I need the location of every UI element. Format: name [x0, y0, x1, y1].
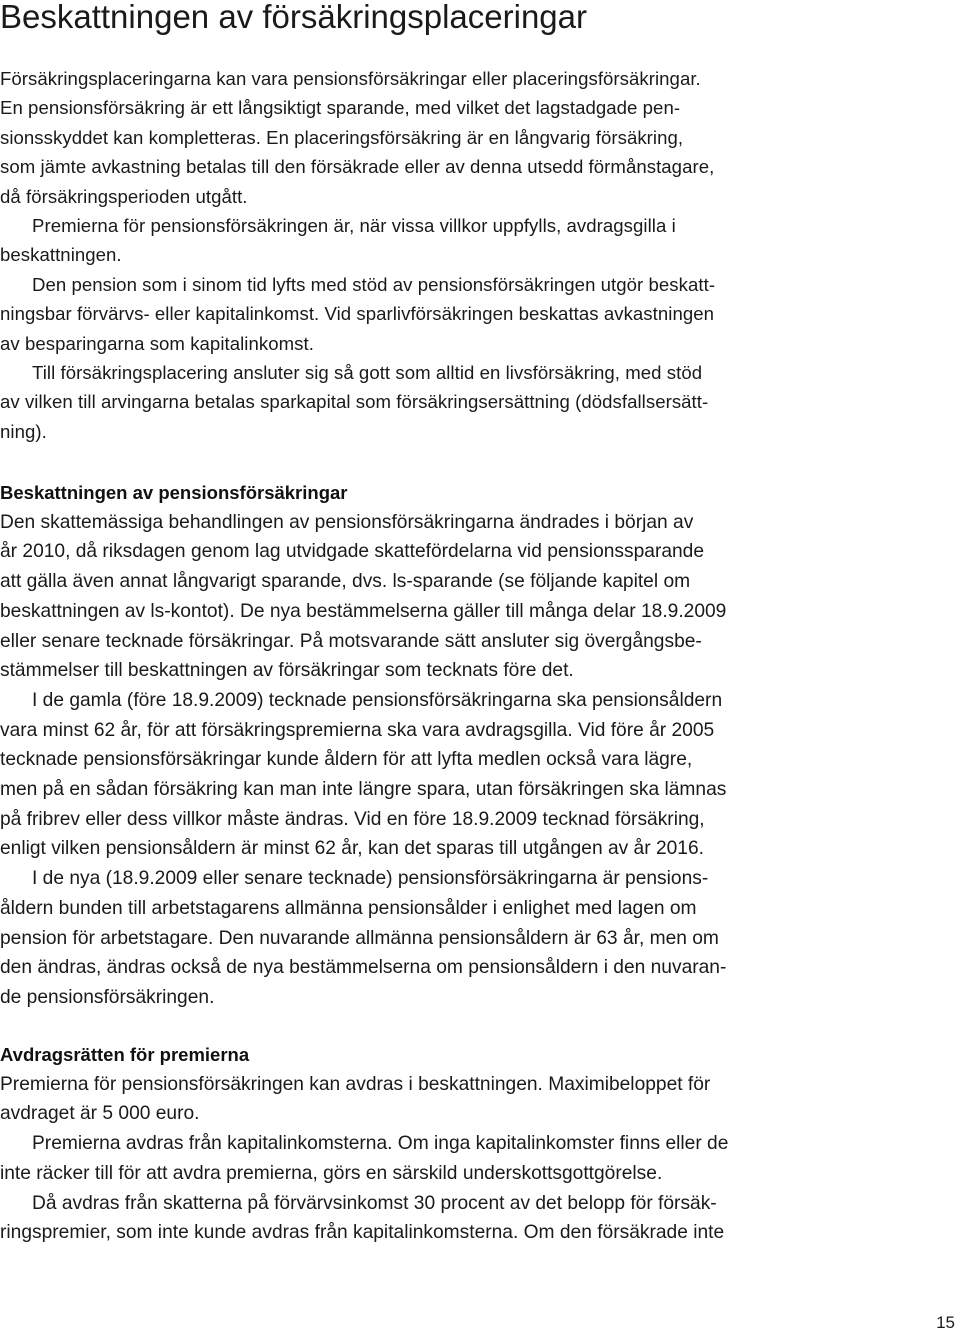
intro-line: Den pension som i sinom tid lyfts med stöd av pensionsförsäkringen utgör beskatt- [32, 273, 716, 295]
intro-line: som jämte avkastning betalas till den försäkrade eller av denna utsedd förmånstagare, [0, 156, 715, 178]
section-heading: Beskattningen av pensionsförsäkringar [0, 482, 348, 503]
body-line: Premierna för pensionsförsäkringen kan avdras i beskattningen. Maximibeloppet för [0, 1073, 711, 1095]
body-line: Då avdras från skatterna på förvärvsinkomst 30 procent av det belopp för försäk- [32, 1192, 717, 1214]
body-line: men på en sådan försäkring kan man inte längre spara, utan försäkringen ska lämnas [0, 779, 727, 801]
body-line: avdraget är 5 000 euro. [0, 1103, 200, 1125]
body-line: på fribrev eller dess villkor måste ändras. Vid en före 18.9.2009 tecknad försäkring, [0, 808, 705, 830]
intro-line: ningsbar förvärvs- eller kapitalinkomst. Vid sparlivförsäkringen beskattas avkastningen [0, 303, 715, 325]
intro-line: En pensionsförsäkring är ett långsiktigt sparande, med vilket det lagstadgade pen- [0, 97, 681, 119]
body-line: den ändras, ändras också de nya bestämmelserna om pensionsåldern i den nuvaran- [0, 957, 727, 979]
body-line: stämmelser till beskattningen av försäkringar som tecknats före det. [0, 660, 574, 682]
intro-line: då försäkringsperioden utgått. [0, 185, 248, 207]
body-line: de pensionsförsäkringen. [0, 986, 215, 1008]
page-number: 15 [936, 1313, 955, 1332]
intro-section [0, 64, 868, 446]
body-line: åldern bunden till arbetstagarens allmänna pensionsålder i enlighet med lagen om [0, 897, 697, 919]
body-line: I de gamla (före 18.9.2009) tecknade pensionsförsäkringarna ska pensionsåldern [32, 689, 723, 711]
body-line: tecknade pensionsförsäkringar kunde åldern för att lyfta medlen också vara lägre, [0, 749, 693, 771]
section-heading: Avdragsrätten för premierna [0, 1044, 250, 1065]
body-line: beskattningen av ls-kontot). De nya bestämmelserna gäller till många delar 18.9.2009 [0, 600, 727, 622]
body-line: vara minst 62 år, för att försäkringspremierna ska vara avdragsgilla. Vid före år 2005 [0, 719, 715, 741]
intro-line: av besparingarna som kapitalinkomst. [0, 332, 314, 354]
body-line: Den skattemässiga behandlingen av pensionsförsäkringarna ändrades i början av [0, 511, 694, 533]
intro-line: beskattningen. [0, 244, 122, 266]
intro-line: av vilken till arvingarna betalas sparkapital som försäkringsersättning (dödsfallsersätt- [0, 391, 709, 413]
body-line: ringspremier, som inte kunde avdras från kapitalinkomsterna. Om den försäkrade inte [0, 1222, 725, 1244]
intro-line: Premierna för pensionsförsäkringen är, när vissa villkor uppfylls, avdragsgilla i [32, 215, 676, 237]
intro-line: Försäkringsplaceringarna kan vara pensionsförsäkringar eller placeringsförsäkringar. [0, 68, 701, 89]
page-title: Beskattningen av försäkringsplaceringar [0, 0, 587, 35]
intro-line: sionsskyddet kan kompletteras. En placeringsförsäkring är en långvarig försäkring, [0, 126, 684, 148]
body-line: enligt vilken pensionsåldern är minst 62 år, kan det sparas till utgången av år 2016. [0, 838, 704, 860]
body-line: eller senare tecknade försäkringar. På motsvarande sätt ansluter sig övergångsbe- [0, 630, 702, 652]
pension-taxation-section [0, 478, 840, 1013]
body-line: att gälla även annat långvarigt sparande, dvs. ls-sparande (se följande kapitel om [0, 571, 691, 593]
intro-line: Till försäkringsplacering ansluter sig så gott som alltid en livsförsäkring, med stöd [32, 362, 703, 384]
body-line: år 2010, då riksdagen genom lag utvidgade skattefördelarna vid pensionssparande [0, 541, 705, 563]
body-line: I de nya (18.9.2009 eller senare tecknade) pensionsförsäkringarna är pensions- [32, 868, 709, 890]
body-line: Premierna avdras från kapitalinkomsterna. Om inga kapitalinkomster finns eller de [32, 1133, 729, 1155]
body-line: inte räcker till för att avdra premierna, görs en särskild underskottsgottgörelse. [0, 1162, 663, 1184]
intro-line: ning). [0, 420, 47, 442]
body-line: pension för arbetstagare. Den nuvarande allmänna pensionsåldern är 63 år, men om [0, 927, 719, 949]
deduction-rights-section [0, 1040, 860, 1248]
